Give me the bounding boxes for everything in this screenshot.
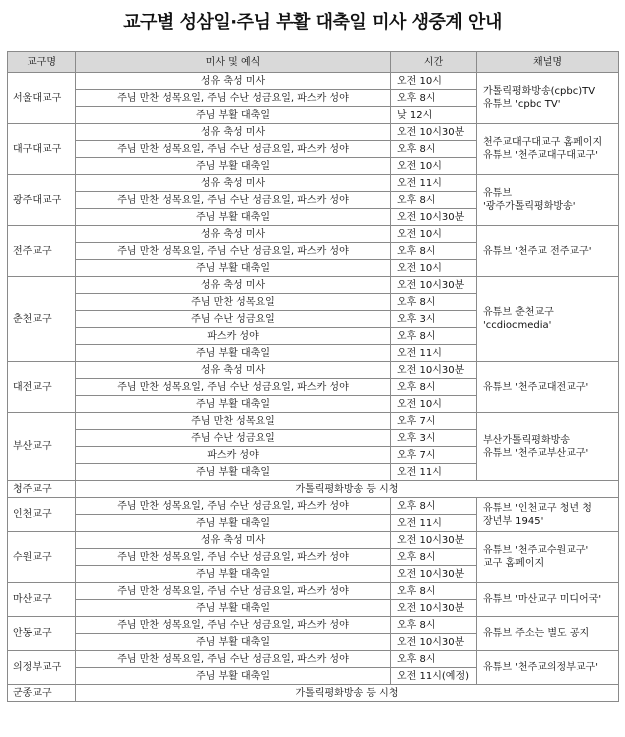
- mass-name: 성유 축성 미사: [76, 362, 391, 379]
- mass-time: 오후 8시: [391, 328, 477, 345]
- table-row: [8, 685, 619, 702]
- mass-time: 오후 8시: [391, 583, 477, 600]
- mass-name: 성유 축성 미사: [76, 73, 391, 90]
- channel-cell: [477, 617, 619, 651]
- mass-name: 주님 만찬 성목요일, 주님 수난 성금요일, 파스카 성야: [76, 549, 391, 566]
- diocese-name: 대전교구: [8, 362, 76, 413]
- diocese-name: 서울대교구: [8, 73, 76, 124]
- mass-time: 오전 11시: [391, 464, 477, 481]
- table-row: [8, 532, 619, 549]
- table-body: [8, 73, 619, 702]
- channel-name: 유튜브 '천주교대구대교구': [483, 150, 598, 161]
- channel-name: 'ccdiocmedia': [483, 320, 552, 331]
- channel-name: 유튜브 '마산교구 미디어국': [483, 594, 602, 605]
- mass-name: 파스카 성야: [76, 328, 391, 345]
- document-title: 교구별 성삼일·주님 부활 대축일 미사 생중계 안내: [123, 12, 502, 33]
- mass-name: 성유 축성 미사: [76, 175, 391, 192]
- table-row: [8, 362, 619, 379]
- header-mass: 미사 및 예식: [76, 52, 391, 73]
- channel-cell: [477, 532, 619, 583]
- channel-name: 유튜브: [483, 188, 512, 199]
- mass-time: 오후 8시: [391, 379, 477, 396]
- table-row: [8, 73, 619, 90]
- mass-name: 주님 부활 대축일: [76, 464, 391, 481]
- mass-time: 오전 10시: [391, 73, 477, 90]
- channel-name: 교구 홈페이지: [483, 558, 545, 569]
- mass-name: 주님 만찬 성목요일, 주님 수난 성금요일, 파스카 성야: [76, 90, 391, 107]
- mass-time: 오후 8시: [391, 549, 477, 566]
- mass-name: 주님 부활 대축일: [76, 634, 391, 651]
- diocese-name: 군종교구: [8, 685, 76, 702]
- mass-name: 주님 만찬 성목요일: [76, 294, 391, 311]
- channel-cell: [477, 73, 619, 124]
- channel-name: 유튜브 'cpbc TV': [483, 99, 561, 110]
- mass-time: 오후 8시: [391, 141, 477, 158]
- diocese-name: 인천교구: [8, 498, 76, 532]
- table-row: [8, 124, 619, 141]
- channel-name: 유튜브 '인천교구 청년 청: [483, 502, 592, 514]
- mass-time: 오전 10시: [391, 260, 477, 277]
- mass-name: 주님 부활 대축일: [76, 158, 391, 175]
- header-diocese: 교구명: [8, 52, 76, 73]
- channel-name: 유튜브 춘천교구: [483, 307, 554, 318]
- diocese-name: 춘천교구: [8, 277, 76, 362]
- diocese-name: 청주교구: [8, 481, 76, 498]
- mass-name: 주님 부활 대축일: [76, 668, 391, 685]
- mass-name: 주님 부활 대축일: [76, 209, 391, 226]
- mass-time: 오전 10시30분: [391, 209, 477, 226]
- mass-time: 오전 11시: [391, 515, 477, 532]
- table-row: [8, 413, 619, 430]
- mass-name: 주님 만찬 성목요일: [76, 413, 391, 430]
- mass-name: 주님 부활 대축일: [76, 396, 391, 413]
- mass-time: 낮 12시: [391, 107, 477, 124]
- mass-name: 주님 부활 대축일: [76, 515, 391, 532]
- mass-name: 파스카 성야: [76, 447, 391, 464]
- mass-name: 주님 부활 대축일: [76, 107, 391, 124]
- mass-name: 주님 부활 대축일: [76, 345, 391, 362]
- table-row: [8, 498, 619, 515]
- channel-cell: [477, 651, 619, 685]
- mass-time: 오전 10시: [391, 158, 477, 175]
- mass-time: 오후 7시: [391, 447, 477, 464]
- mass-time: 오후 3시: [391, 311, 477, 328]
- diocese-name: 수원교구: [8, 532, 76, 583]
- mass-time: 오전 10시: [391, 396, 477, 413]
- mass-time: 오후 8시: [391, 243, 477, 260]
- channel-cell: [477, 498, 619, 532]
- mass-name: 주님 부활 대축일: [76, 600, 391, 617]
- mass-name: 주님 부활 대축일: [76, 566, 391, 583]
- mass-name: 성유 축성 미사: [76, 124, 391, 141]
- table-row: [8, 617, 619, 634]
- mass-name: 주님 만찬 성목요일, 주님 수난 성금요일, 파스카 성야: [76, 617, 391, 634]
- diocese-name: 안동교구: [8, 617, 76, 651]
- diocese-name: 의정부교구: [8, 651, 76, 685]
- mass-name: 성유 축성 미사: [76, 226, 391, 243]
- mass-time: 오후 8시: [391, 90, 477, 107]
- channel-name: 유튜브 '천주교 전주교구': [483, 245, 592, 257]
- table-row: [8, 583, 619, 600]
- mass-time: 오전 10시30분: [391, 600, 477, 617]
- channel-name: '광주가톨릭평화방송': [483, 201, 576, 212]
- mass-name: 주님 수난 성금요일: [76, 311, 391, 328]
- broadcast-schedule-table: [7, 51, 619, 702]
- channel-name: 부산가톨릭평화방송: [483, 434, 570, 446]
- mass-time: 오전 10시30분: [391, 532, 477, 549]
- header-channel: 채널명: [477, 52, 619, 73]
- diocese-name: 대구대교구: [8, 124, 76, 175]
- mass-name: 주님 만찬 성목요일, 주님 수난 성금요일, 파스카 성야: [76, 651, 391, 668]
- diocese-name: 전주교구: [8, 226, 76, 277]
- mass-name: 성유 축성 미사: [76, 532, 391, 549]
- channel-name: 천주교대구대교구 홈페이지: [483, 137, 603, 148]
- mass-time: 오전 11시(예정): [391, 668, 477, 685]
- header-time: 시간: [391, 52, 477, 73]
- broadcast-note: 가톨릭평화방송 등 시청: [76, 481, 619, 498]
- mass-time: 오후 8시: [391, 651, 477, 668]
- channel-cell: [477, 413, 619, 481]
- mass-time: 오후 8시: [391, 192, 477, 209]
- table-row: [8, 175, 619, 192]
- table-header-row: [8, 52, 619, 73]
- mass-name: 주님 부활 대축일: [76, 260, 391, 277]
- broadcast-note: 가톨릭평화방송 등 시청: [76, 685, 619, 702]
- table-row: [8, 277, 619, 294]
- diocese-name: 부산교구: [8, 413, 76, 481]
- channel-name: 유튜브 주소는 별도 공지: [483, 628, 590, 639]
- mass-time: 오전 10시30분: [391, 634, 477, 651]
- table-row: [8, 481, 619, 498]
- mass-time: 오전 11시: [391, 345, 477, 362]
- mass-name: 주님 만찬 성목요일, 주님 수난 성금요일, 파스카 성야: [76, 498, 391, 515]
- mass-name: 주님 수난 성금요일: [76, 430, 391, 447]
- channel-name: 장년부 1945': [483, 515, 544, 527]
- mass-name: 주님 만찬 성목요일, 주님 수난 성금요일, 파스카 성야: [76, 243, 391, 260]
- mass-time: 오전 11시: [391, 175, 477, 192]
- mass-time: 오후 8시: [391, 294, 477, 311]
- mass-time: 오전 10시: [391, 226, 477, 243]
- mass-time: 오전 10시30분: [391, 124, 477, 141]
- mass-time: 오후 3시: [391, 430, 477, 447]
- mass-time: 오후 7시: [391, 413, 477, 430]
- mass-name: 주님 만찬 성목요일, 주님 수난 성금요일, 파스카 성야: [76, 583, 391, 600]
- channel-name: 유튜브 '천주교의정부교구': [483, 662, 598, 673]
- mass-time: 오후 8시: [391, 617, 477, 634]
- channel-cell: [477, 362, 619, 413]
- mass-time: 오전 10시30분: [391, 566, 477, 583]
- mass-time: 오후 8시: [391, 498, 477, 515]
- mass-name: 주님 만찬 성목요일, 주님 수난 성금요일, 파스카 성야: [76, 141, 391, 158]
- channel-name: 가톨릭평화방송(cpbc)TV: [483, 86, 596, 97]
- channel-cell: [477, 277, 619, 362]
- channel-cell: [477, 124, 619, 175]
- table-row: [8, 651, 619, 668]
- channel-cell: [477, 175, 619, 226]
- channel-name: 유튜브 '천주교수원교구': [483, 545, 589, 556]
- channel-name: 유튜브 '천주교부산교구': [483, 447, 589, 459]
- mass-name: 주님 만찬 성목요일, 주님 수난 성금요일, 파스카 성야: [76, 192, 391, 209]
- channel-name: 유튜브 '천주교대전교구': [483, 381, 589, 393]
- channel-cell: [477, 226, 619, 277]
- mass-time: 오전 10시30분: [391, 277, 477, 294]
- diocese-name: 광주대교구: [8, 175, 76, 226]
- mass-name: 성유 축성 미사: [76, 277, 391, 294]
- mass-name: 주님 만찬 성목요일, 주님 수난 성금요일, 파스카 성야: [76, 379, 391, 396]
- mass-time: 오전 10시30분: [391, 362, 477, 379]
- diocese-name: 마산교구: [8, 583, 76, 617]
- table-row: [8, 226, 619, 243]
- channel-cell: [477, 583, 619, 617]
